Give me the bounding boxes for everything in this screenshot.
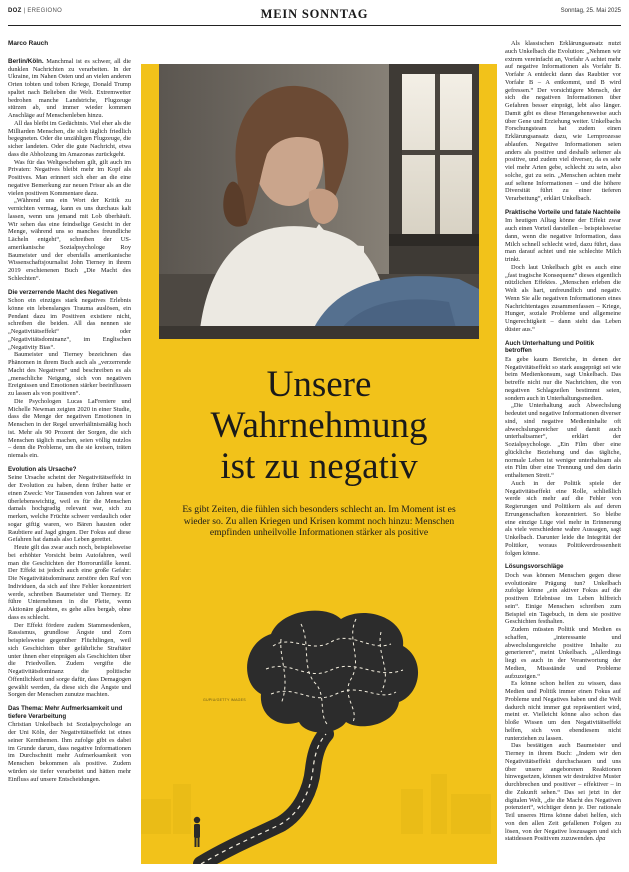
article-paragraph: Das bestätigen auch Baumeister und Tierney in ihrem Buch: „Indem wir den Negativitätseffekt durchschauen und uns über unsere angeborenen Reaktionen hinwegsetzen, können wir destruktive Muster durchbrechen und positiver – effektiver – in die Zukunft sehen.“ Das sei jetzt in der digitalen Welt, „die die Macht des Negativen potenziert“, wichtiger denn je. Der rationale Teil unseres Hirns könne dabei helfen, sich von den allen Zeit gefallenen Folgen zu lösen, von der Negative loszusagen und sich stattdessen Positivem zuzuwenden. dpa <box>505 742 621 843</box>
article-paragraph: Christian Unkelbach ist Sozialpsychologe an der Uni Köln, der Negativitätseffekt ist eines seiner Kernthemen. Ihm zufolge gibt es dabei im Grunde darum, dass negative Informationen im Durchschnitt mehr Aufmerksamkeit von Menschen bekommen als positive. Zudem würden sie tiefer verarbeitet und hätten mehr Einfluss auf unsere Entscheidungen. <box>8 721 131 783</box>
article-paragraph: Der Effekt fördere zudem Stammesdenken, Rassismus, grundlose Ängste und Zorn beispielsweise gegenüber Flüchtlingen, weil sich Geschichten über gefährliche Straftäter unter ihnen eher einprägen als Geschichten über die Friedvollen. Zudem vergifte die Negativitätsdominanz die politische Öffentlichkeit und sorge dafür, dass Demagogen gewählt werden, da diese sich die Ängste und Sorgen der Menschen zunutze machten. <box>8 621 131 699</box>
article-paragraph: Baumeister und Tierney bezeichnen das Phänomen in ihrem Buch auch als „verzerrende Macht des Negativen“ und beschreiben es als „menschliche Neigung, sich von negativen Ereignissen und Emotionen stärker beeinflussen zu lassen als von positiven“. <box>8 351 131 398</box>
article-paragraph: Seine Ursache scheint der Negativitätseffekt in der Evolution zu haben, denn früher hatte er einen Zweck: Vor Tausenden von Jahren war er überlebenswichtig, weil es für die Menschen damals hochgradig relevant war, sich zu merken, welche Früchte schwer verdaulich oder sogar giftig waren, wo Bären hausten oder Raubtiere auf Jagd gingen. Der Fokus auf diese Gefahren hat damals also Leben gerettet. <box>8 474 131 544</box>
article-paragraph: Doch laut Unkelbach gibt es auch eine „fast tragische Konsequenz“ dieses eigentlich nützlichen Effektes. „Menschen erleben die Welt als hart, unfreundlich und negativ. Wenn Sie alle negativen Informationen eines Nachrichtentages zusammenfassen – Kriege, Hunger, soziale Probleme und allgemeine Ungerechtigkeit – dann sieht das Leben düster aus.“ <box>505 263 621 333</box>
brain-shape <box>247 611 418 733</box>
article-paragraph: Berlin/Köln. Manchmal ist es schwer, all die dunklen Nachrichten zu verarbeiten. In der Ukraine, im Nahen Osten und an vielen anderen Orten tobten und toben Kriege, Donald Trump spaltet nach Belieben die Welt. Extremwetter bedrohen manche Landstriche, Flugzeuge stürzen ab, und immer wieder kommen Anschläge auf Menschenleben hinzu. <box>8 57 131 119</box>
article-paragraph: Im heutigen Alltag könne der Effekt zwar auch einen Vorteil darstellen – beispielsweise dann, wenn die negative Information, dass Milch schnell schlecht wird, dazu führt, dass man darauf achtet und nie schlechte Milch trinkt. <box>505 217 621 264</box>
article-paragraph: Heute gilt das zwar auch noch, beispielsweise bei erhöhter Vorsicht beim Autofahren, weil man die Geschichten der Horrorunfälle kennt. Der Effekt ist jedoch auch eine große Gefahr: Die Negativitätsdominanz zerstöre den Ruf von Individuen, da sich auf ihre Fehler konzentriert werde, schreiben Baumeister und Tierney. Er führe Unternehmen in die Pleite, wenn Aktionäre glaubten, es gehe alles bergab, ohne dass es schlecht. <box>8 544 131 621</box>
photo-illustration <box>159 64 479 339</box>
headline-line-2: Wahrnehmung <box>210 405 428 446</box>
article-paragraph: Schon ein einziges stark negatives Erlebnis könne ein lebenslanges Trauma auslösen, ein Pendant dazu im Positiven existiere nicht, schreiben die beiden. All das nennen sie „Negativitätseffekt“ oder „Negativitätsdominanz“, im Englischen „Negativity Bias“. <box>8 297 131 351</box>
section-title: MEIN SONNTAG <box>260 7 369 21</box>
dateline: Berlin/Köln. <box>8 57 44 65</box>
brain-road-illustration <box>141 584 497 864</box>
brand-logo-text: DOZ <box>8 8 22 14</box>
issue-date: Sonntag, 25. Mai 2025 <box>560 8 621 14</box>
image-credit: GUPIU/GETTY IMAGES <box>203 698 246 702</box>
headline-line-1: Unsere <box>266 364 372 405</box>
left-text-column <box>8 40 131 866</box>
winding-road <box>201 734 326 864</box>
article-paragraph: Zudem müssten Politik und Medien es schaffen, „interessante und abwechslungsreiche positive Inhalte zu generieren“, meint Unkelbach. „Allerdings liegt es auch in der Verantwortung der Medien, Missstände und Probleme aufzuzeigen.“ <box>505 626 621 680</box>
article-paragraph: Was für das Weltgeschehen gilt, gilt auch im Privaten: Negatives bleibt mehr im Kopf als Positives. Man erinnert sich eher an die eine negative Bemerkung zur neuen Frisur als an die vielen positiven Kommentare dazu. <box>8 158 131 197</box>
woman-at-window-photo <box>159 64 479 339</box>
subheading: Das Thema: Mehr Aufmerksamkeit und tiefere Verarbeitung <box>8 705 123 720</box>
subheading: Auch Unterhaltung und Politik betroffen <box>505 339 595 355</box>
article-paragraph: Die Psychologen Lucas LaFreniere und Michelle Newman zeigten 2020 in einer Studie, dass die Menge der negativen Emotionen in Menschen in der Regel unverhältnismäßig hoch ist. Mehr als 90 Prozent der Sorgen, die sich Menschen täglich machen, seien völlig nutzlos – denn die Probleme, um die sie kreisen, träten niemals ein. <box>8 397 131 460</box>
subheading: Praktische Vorteile und fatale Nachteile <box>505 208 621 216</box>
article-paragraph: All das bleibt im Gedächtnis. Viel eher als die Milliarden Menschen, die sich täglich friedlich begegneten. Oder die unzähligen Flugzeuge, die sicher landeten. Oder die gute Nachricht, etwa dass die Abholzung im Amazonas zurückgeht. <box>8 119 131 158</box>
article-paragraph: „Die Unterhaltung auch Abwechslung bedeutet und negative Informationen diverser sind, sind negative Medieninhalte oft abwechslungsreicher und damit auch unterhaltsamer“, erklärt der Sozialpsychologe. „Ein Film über eine glückliche Beziehung und das tägliche, normale Leben ist weniger unterhaltsam als ein Film über eine Trennung und den darin enthaltenen Streit.“ <box>505 402 621 480</box>
author-name: Marco Rauch <box>8 40 49 47</box>
subheading: Lösungsvorschläge <box>505 563 564 571</box>
article-paragraph: Es gebe kaum Bereiche, in denen der Negativitätseffekt so stark ausgeprägt sei wie beim Medienkonsum, sagt Unkelbach. Das betreffe nicht nur die Nachrichten, die von negativen Schlagzeilen bestimmt seien, sondern auch in Unterhaltungsmedien. <box>505 355 621 402</box>
article-paragraph: Als klassischen Erklärungsansatz nutzt auch Unkelbach die Evolution: „Nehmen wir extrem vereinfacht an, Vorfahr A achtet mehr auf negative Informationen als Vorfahr B. Vorfahr A entdeckt dann das Raubtier vor Vorfahr B – A entkommt, und B wird gefressen.“ Der vorsichtigere Mensch, der sich die negativen Informationen über Gefahren besser einprägt, lebt also länger. Damit gibt es diese Herangehensweise auch über Gene und Erziehung weiter. Unkelbachs Forschungsteam hat zudem einen Erklärungsansatz dazu, wie Lernprozesse ablaufen. Negative Informationen seien anders als positive und deshalb seltener als positive, und zudem viel diverser, da es sehr viel mehr Arten gebe, schlecht zu sein, also solche, gut zu sein. „Menschen achten mehr auf seltene Informationen – und die höhere Diversität führt zu einer tieferen Verarbeitung“, erklärt Unkelbach. <box>505 40 621 202</box>
headline-line-3: ist zu negativ <box>220 446 418 487</box>
headline <box>141 364 497 487</box>
right-text-column <box>505 40 621 866</box>
subheading: Die verzerrende Macht des Negativen <box>8 288 118 296</box>
page-header <box>8 4 621 26</box>
feature-panel <box>141 64 497 864</box>
subheading: Evolution als Ursache? <box>8 465 77 473</box>
brand-sub: | EREGIONO <box>23 8 63 14</box>
article-paragraph: „Während uns ein Wort der Kritik zu vernichten vermag, kann es uns durchaus kalt lassen, wenn uns jemand mit Lob überhäuft. Wir sehen das eine feindselige Gesicht in der Menge, während uns so manches freundliche Lächeln entgeht“, schreiben der US-amerikanische Sozialpsychologe Roy Baumeister und der ebenfalls amerikanische Wissenschaftsjournalist John Tierney in ihrem 2019 erschienenen Buch „Die Macht des Schlechten“. <box>8 197 131 282</box>
article-paragraph: Auch in der Politik spiele der Negativitätseffekt eine Rolle, schließlich werde sich mehr auf die Fehler von Regierungen und Politikern als auf deren Errungenschaften konzentriert. So bleibe eine einzige Lüge viel mehr in Erinnerung als viele verschiedene wahre Aussagen, sagt Unkelbach. Darunter leide die Integrität der Politiker, woraus Politikverdrossenheit folgen könne. <box>505 479 621 557</box>
article-paragraph: Doch was können Menschen gegen diese evolutionäre Prägung tun? Unkelbach zufolge könne „ein aktiver Fokus auf die positiven Erlebnisse im Leben hilfreich sein“. Einige Menschen schreiben zum Beispiel ein Tagebuch, in dem sie positive Geschichten festhalten. <box>505 571 621 626</box>
article-paragraph: Es könne schon helfen zu wissen, dass Medien und Politik immer einen Fokus auf Probleme und Negatives haben und die Welt dadurch nicht immer gut repräsentiert wird, meint er. Vielleicht könne also schon das bloße Wissen um den Negativitätseffekt helfen, sich von ebendiesem nicht runterziehen zu lassen. <box>505 680 621 742</box>
standing-man-figure <box>194 817 200 847</box>
agency-tag: dpa <box>595 835 606 843</box>
teaser-text: Es gibt Zeiten, die fühlen sich besonders schlecht an. Im Moment ist es wieder so. Zu allen Kriegen und Krisen kommt noch hinzu: Menschen empfinden unheilvolle Informationen stärker als positive <box>182 504 456 538</box>
